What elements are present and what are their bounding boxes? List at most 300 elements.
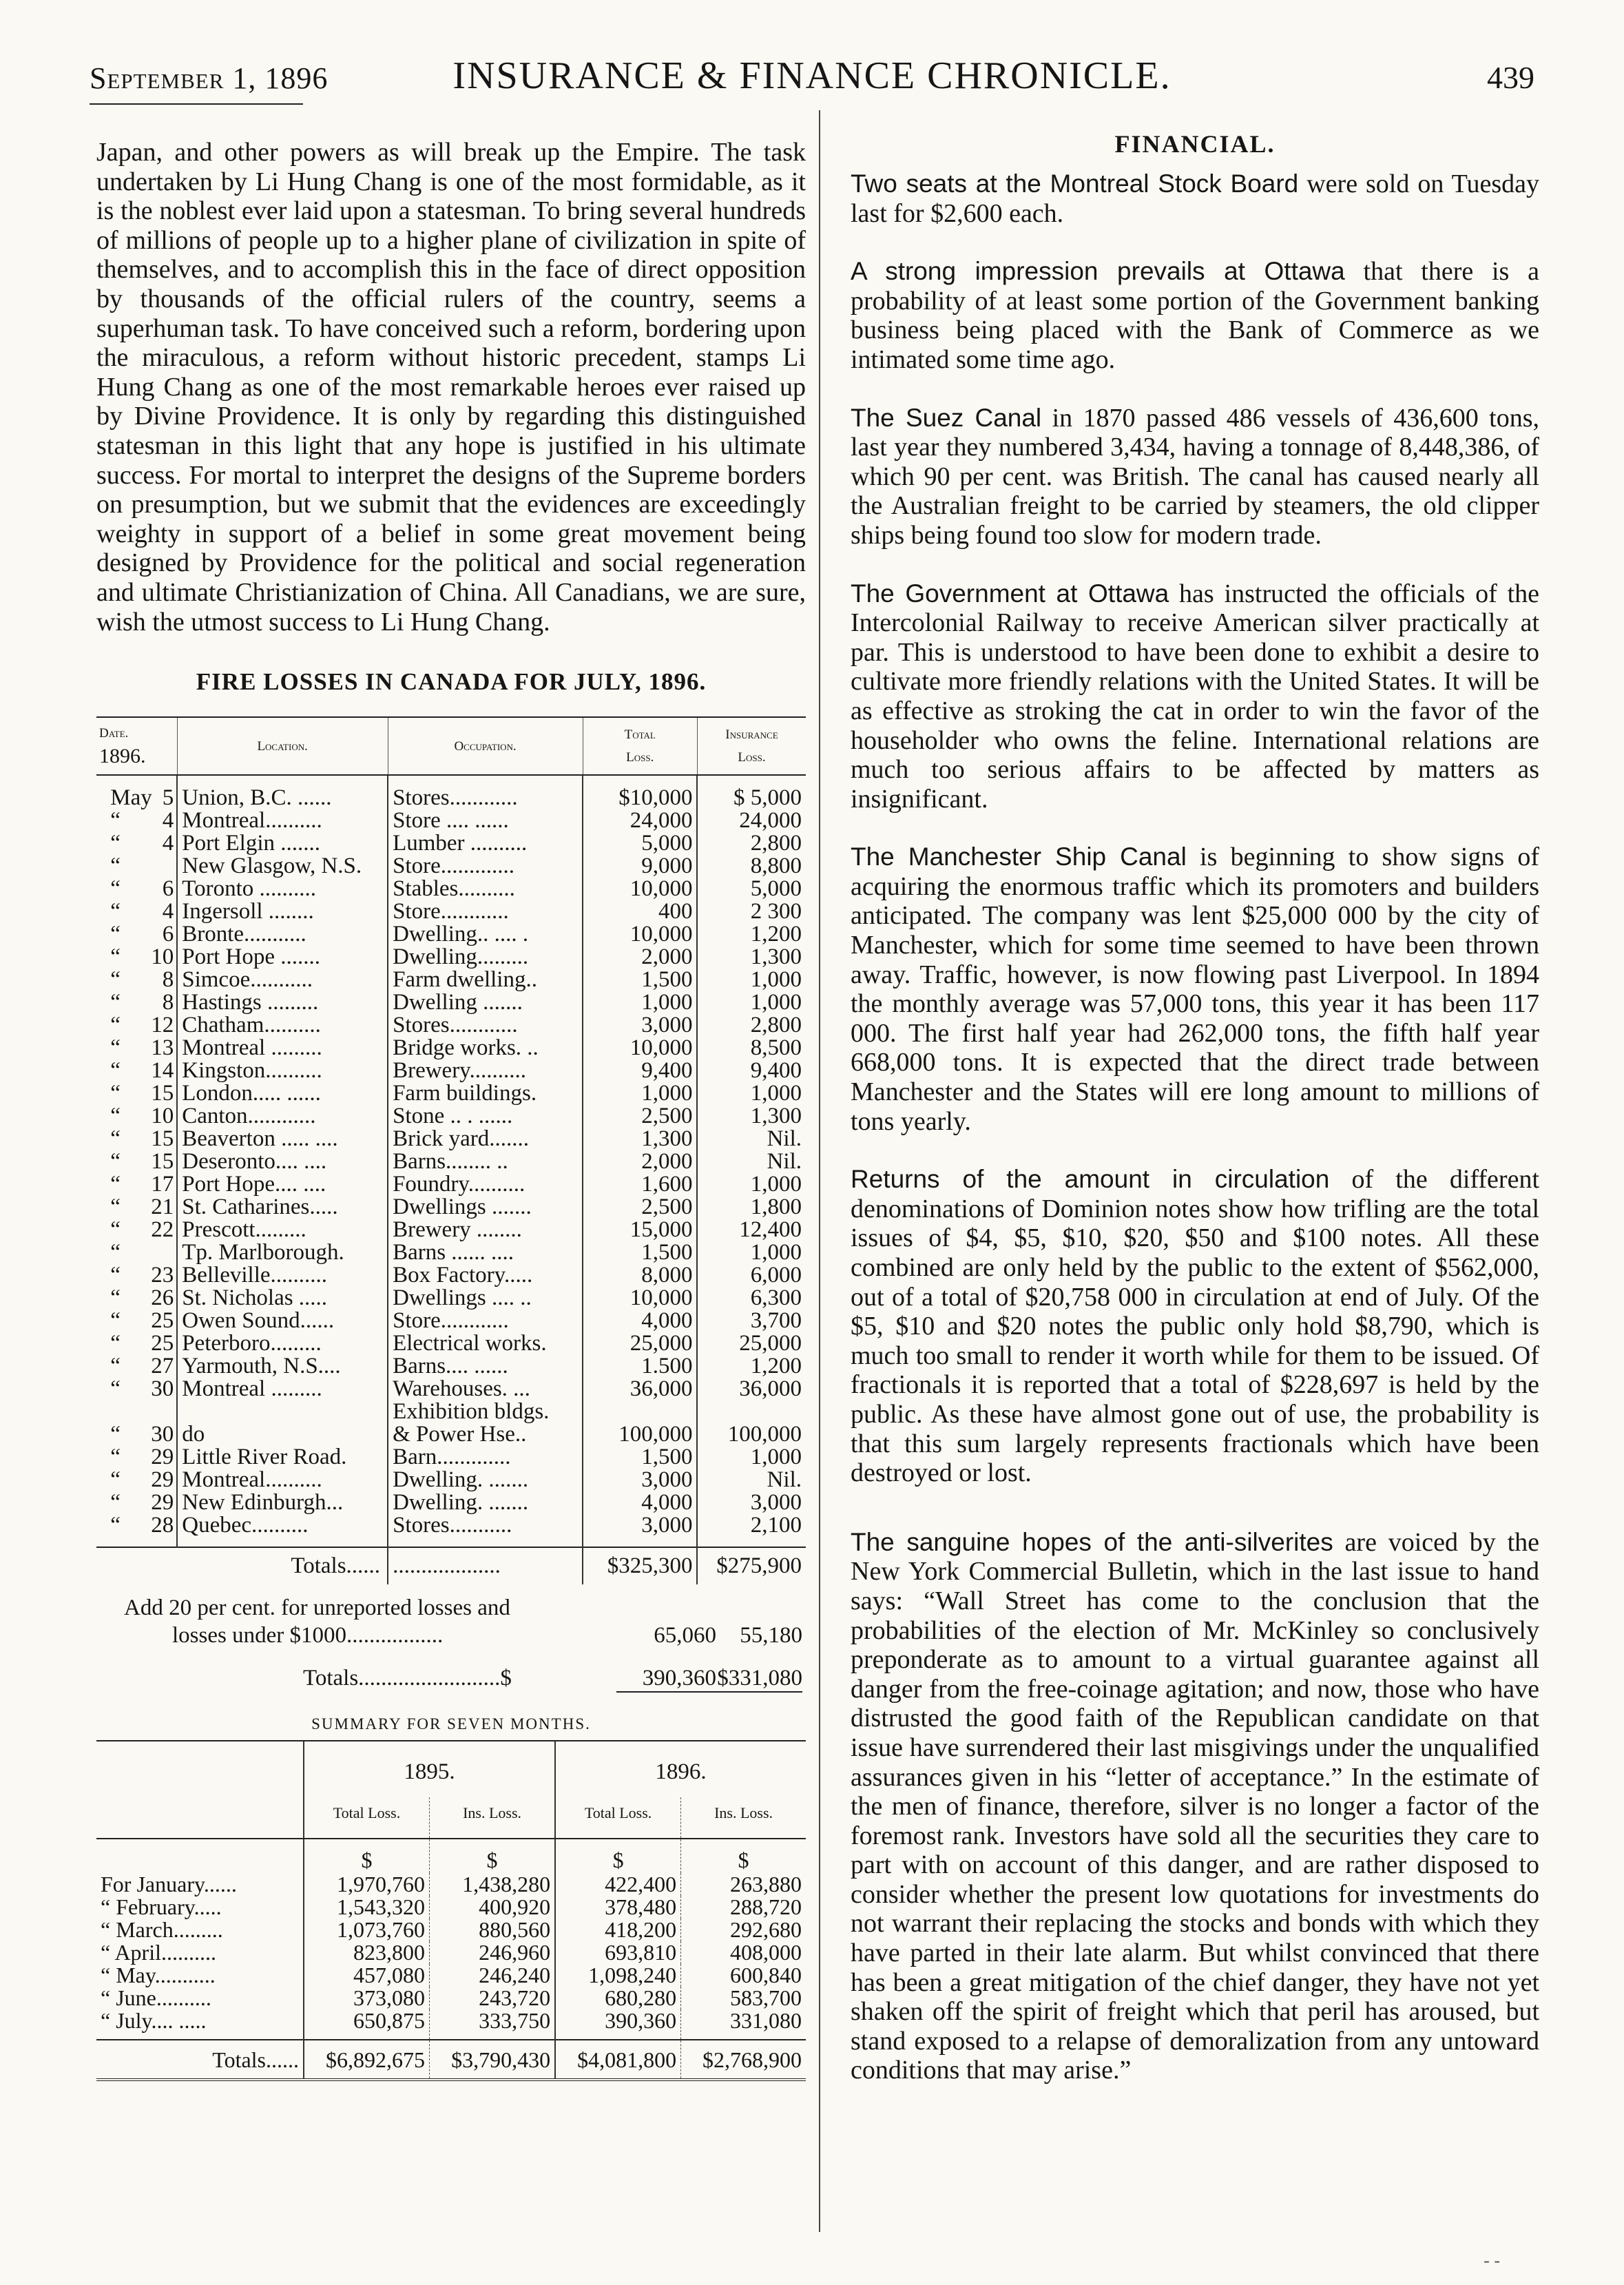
occupation-cell: Stone .. . ...... <box>388 1105 583 1128</box>
summary-month-row <box>96 1964 806 1987</box>
date-month: “ <box>110 1285 121 1311</box>
date-day: 8 <box>162 967 174 993</box>
column-divider <box>819 110 820 2232</box>
total-loss-cell: 25,000 <box>583 1332 697 1355</box>
summary-month-row <box>96 1873 806 1896</box>
fire-loss-row <box>96 1469 806 1491</box>
ins-1895-cell: 400,920 <box>430 1896 556 1919</box>
total-1895-cell: 1,970,760 <box>304 1873 430 1896</box>
ins-1895-cell: 246,960 <box>430 1941 556 1964</box>
location-cell: Tp. Marlborough. <box>177 1241 388 1264</box>
total-loss-cell: 36,000 <box>583 1378 697 1400</box>
location-cell: London..... ...... <box>177 1082 388 1105</box>
fire-loss-row <box>96 1059 806 1082</box>
date-cell <box>96 809 177 832</box>
ins-1895-cell: 333,750 <box>430 2009 556 2040</box>
financial-item-text: in 1870 passed 486 vessels of 436,600 tons, last year they numbered 3,434, having a tonnage of 8,448,386, of which 90 per cent. was British. The canal has caused nearly all the Australian freight to be carried by steamers, the old clipper ships being found too slow for modern trade. <box>851 403 1539 550</box>
occupation-cell: Farm buildings. <box>388 1082 583 1105</box>
month-label-cell: “ May........... <box>101 1963 216 1988</box>
ins-1896-cell: 600,840 <box>681 1964 806 1987</box>
date-cell <box>96 1378 177 1400</box>
summary-total-1896: $4,081,800 <box>555 2040 681 2080</box>
date-cell <box>96 1355 177 1378</box>
date-cell <box>96 1514 177 1547</box>
fire-loss-row <box>96 1378 806 1400</box>
occupation-cell: Brewery.......... <box>388 1059 583 1082</box>
total-loss-cell: 3,000 <box>583 1014 697 1037</box>
summary-total-1895: $6,892,675 <box>304 2040 430 2080</box>
insurance-loss-cell: 5,000 <box>697 878 806 900</box>
occupation-cell: Brick yard....... <box>388 1128 583 1150</box>
total-loss-cell: 1.500 <box>583 1355 697 1378</box>
occupation-cell: Foundry.......... <box>388 1173 583 1196</box>
date-cell <box>96 1014 177 1037</box>
journal-title: INSURANCE & FINANCE CHRONICLE. <box>452 54 1172 97</box>
total-loss-cell: 100,000 <box>583 1423 697 1446</box>
location-cell: Simcoe........... <box>177 969 388 991</box>
date-day: 25 <box>151 1308 174 1334</box>
fire-loss-row <box>96 878 806 900</box>
summary-table <box>96 1740 806 2081</box>
financial-item-text: are voiced by the New York Commercial Bulletin, which in the last issue to hand says: “Wall Street has come to the conclusion that the probabilities of the election of Mr. McKinley so conclusively preponderate as to amount to a virtual guarantee against all danger from the free-coinage agitation; and now, those who have distrusted the good faith of the Republican candidate on that issue have surrendered their last misgivings under the unqualified assurances given in his “letter of acceptance.” In the estimate of the men of finance, therefore, silver is no longer a factor of the foremost rank. Investors have sold all the securities they care to part with on account of this danger, and are rather disposed to consider whether the present low quotations for investments do not warrant their replacing the stocks and bonds with which they have parted in their late alarm. But whilst convinced that there has been a great mitigation of the chief danger, they have not yet shaken off the spirit of freight which that peril has aroused, but stand exposed to a relapse of demoralization from any untoward conditions that may arise.” <box>851 1527 1539 2085</box>
fire-loss-row <box>96 1241 806 1264</box>
date-month: “ <box>110 876 121 902</box>
date-cell <box>96 1196 177 1219</box>
right-column <box>851 124 1539 2114</box>
date-month: “ <box>110 1035 121 1061</box>
date-month: “ <box>110 1422 121 1447</box>
summary-title: SUMMARY FOR SEVEN MONTHS. <box>311 1715 591 1733</box>
location-cell: Prescott......... <box>177 1219 388 1241</box>
summary-subheader <box>96 1797 806 1839</box>
total-loss-cell: 1,600 <box>583 1173 697 1196</box>
financial-item <box>851 169 1539 228</box>
insurance-loss-cell: 1,800 <box>697 1196 806 1219</box>
location-cell: Montreal.......... <box>177 809 388 832</box>
h-ins-1895: Ins. Loss. <box>430 1797 556 1839</box>
issue-date: September 1, 1896 <box>90 61 329 95</box>
occupation-cell: & Power Hse.. <box>388 1423 583 1446</box>
grand-totals-label: Totals.........................$ <box>303 1666 512 1691</box>
date-day: 4 <box>162 808 174 834</box>
financial-item-text: is beginning to show signs of acquiring the enormous traffic which its promoters and builders anticipated. The company was lent $25,000 000 by the city of Manchester, which for some time seemed to have been thrown away. Traffic, however, is now flowing past Liverpool. In 1894 the monthly average was 57,000 tons, this year it has been 117 000. The first half year had 262,000 tons, the fifth half year 668,000 tons. It is expected that the direct trade between Manchester and the States will ere long amount to millions of tons yearly. <box>851 842 1540 1136</box>
footer-mark: - - <box>1484 2251 1500 2271</box>
summary-totals-label: Totals...... <box>96 2040 304 2080</box>
date-month: “ <box>110 1104 121 1129</box>
date-month: “ <box>110 1263 121 1288</box>
insurance-loss-cell: 12,400 <box>697 1219 806 1241</box>
insurance-loss-cell: 1,300 <box>697 1105 806 1128</box>
fire-losses-title: FIRE LOSSES IN CANADA FOR JULY, 1896. <box>196 668 707 696</box>
fire-loss-row <box>96 923 806 946</box>
location-cell: St. Nicholas ..... <box>177 1287 388 1310</box>
total-loss-cell: 1,000 <box>583 991 697 1014</box>
fire-loss-row <box>96 775 806 809</box>
ins-1896-cell: 288,720 <box>681 1896 806 1919</box>
date-day: 6 <box>162 876 174 902</box>
location-cell: Yarmouth, N.S.... <box>177 1355 388 1378</box>
occupation-cell: Box Factory..... <box>388 1264 583 1287</box>
financial-item-lead: Two seats at the Montreal Stock Board <box>851 169 1299 198</box>
total-1896-cell: 680,280 <box>555 1987 681 2009</box>
ins-1896-cell: 583,700 <box>681 1987 806 2009</box>
date-cell <box>96 1400 177 1423</box>
fire-loss-row <box>96 900 806 923</box>
financial-item-lead: Returns of the amount in circulation <box>851 1165 1330 1194</box>
date-cell <box>96 991 177 1014</box>
h-total-1896: Total Loss. <box>555 1797 681 1839</box>
ins-1895-cell: 246,240 <box>430 1964 556 1987</box>
insurance-loss-cell: 100,000 <box>697 1423 806 1446</box>
total-loss-cell: 10,000 <box>583 1287 697 1310</box>
ins-1895-cell: 1,438,280 <box>430 1873 556 1896</box>
fire-totals-row <box>96 1547 806 1584</box>
occupation-cell: Barns ...... .... <box>388 1241 583 1264</box>
location-cell: Owen Sound...... <box>177 1310 388 1332</box>
h-ins-1896: Ins. Loss. <box>681 1797 806 1839</box>
occupation-cell: Dwellings ....... <box>388 1196 583 1219</box>
financial-item-lead: The Suez Canal <box>851 403 1042 432</box>
date-cell <box>96 878 177 900</box>
total-loss-cell: $10,000 <box>583 775 697 809</box>
total-loss-cell: 3,000 <box>583 1514 697 1547</box>
date-day: 8 <box>162 990 174 1015</box>
location-cell: St. Catharines..... <box>177 1196 388 1219</box>
location-cell: Montreal ......... <box>177 1378 388 1400</box>
location-cell: Kingston.......... <box>177 1059 388 1082</box>
total-loss-cell: 400 <box>583 900 697 923</box>
total-1895-cell: 650,875 <box>304 2009 430 2040</box>
fire-loss-row <box>96 1423 806 1446</box>
date-cell <box>96 775 177 809</box>
location-cell: New Glasgow, N.S. <box>177 855 388 878</box>
location-cell: Union, B.C. ...... <box>177 775 388 809</box>
occupation-cell: Stables.......... <box>388 878 583 900</box>
col-occupation-header: Occupation. <box>388 717 583 775</box>
location-cell: Hastings ......... <box>177 991 388 1014</box>
occupation-cell: Dwelling ....... <box>388 991 583 1014</box>
insurance-loss-cell: 24,000 <box>697 809 806 832</box>
grand-totals-line <box>96 1662 806 1697</box>
occupation-cell: Dwelling.. .... . <box>388 923 583 946</box>
total-loss-cell: 1,300 <box>583 1128 697 1150</box>
occupation-cell: Farm dwelling.. <box>388 969 583 991</box>
date-cell <box>96 1150 177 1173</box>
summary-year-header <box>96 1741 806 1797</box>
occupation-cell: Barns........ .. <box>388 1150 583 1173</box>
fire-loss-row <box>96 1310 806 1332</box>
location-cell: Port Hope ....... <box>177 946 388 969</box>
financial-item <box>851 579 1539 814</box>
fire-loss-row <box>96 946 806 969</box>
fire-loss-row <box>96 1355 806 1378</box>
occupation-cell: Stores........... <box>388 1514 583 1547</box>
date-month: “ <box>110 1331 121 1356</box>
date-day: 13 <box>151 1035 174 1061</box>
ins-1895-cell: 880,560 <box>430 1919 556 1941</box>
location-cell: do <box>177 1423 388 1446</box>
location-cell: Beaverton ..... .... <box>177 1128 388 1150</box>
date-month: “ <box>110 899 121 924</box>
insurance-loss-cell: $ 5,000 <box>697 775 806 809</box>
insurance-loss-cell: 1,000 <box>697 1173 806 1196</box>
date-day: 30 <box>151 1376 174 1402</box>
insurance-loss-cell: 3,700 <box>697 1310 806 1332</box>
occupation-cell: Stores............ <box>388 1014 583 1037</box>
total-1896-cell: 418,200 <box>555 1919 681 1941</box>
insurance-loss-cell: 1,200 <box>697 923 806 946</box>
fire-loss-row <box>96 832 806 855</box>
date-day: 30 <box>151 1422 174 1447</box>
totals-insurance-loss: $275,900 <box>697 1547 806 1584</box>
total-1896-cell: 422,400 <box>555 1873 681 1896</box>
page-number: 439 <box>1487 60 1534 95</box>
total-1895-cell: 457,080 <box>304 1964 430 1987</box>
summary-totals-row <box>96 2040 806 2080</box>
date-month: “ <box>110 1240 121 1265</box>
date-day: 25 <box>151 1331 174 1356</box>
date-cell <box>96 946 177 969</box>
fire-loss-row <box>96 1264 806 1287</box>
date-month: May <box>110 785 152 811</box>
total-loss-cell: 4,000 <box>583 1491 697 1514</box>
header-rule <box>90 103 303 105</box>
insurance-loss-cell: 6,300 <box>697 1287 806 1310</box>
grand-total-loss: 390,360 <box>616 1666 716 1693</box>
fire-loss-row <box>96 1514 806 1547</box>
total-1895-cell: 373,080 <box>304 1987 430 2009</box>
fire-loss-row <box>96 1082 806 1105</box>
location-cell: Quebec.......... <box>177 1514 388 1547</box>
insurance-loss-cell: 1,000 <box>697 991 806 1014</box>
date-day: 21 <box>151 1195 174 1220</box>
date-day: 12 <box>151 1013 174 1038</box>
date-cell <box>96 1105 177 1128</box>
fire-loss-row <box>96 1014 806 1037</box>
dollar-sign: $ <box>555 1839 681 1873</box>
total-loss-cell: 1,000 <box>583 1082 697 1105</box>
insurance-loss-cell: 1,000 <box>697 1446 806 1469</box>
date-cell <box>96 1469 177 1491</box>
occupation-cell: Dwellings .... .. <box>388 1287 583 1310</box>
date-cell <box>96 855 177 878</box>
date-day: 27 <box>151 1354 174 1379</box>
fire-loss-row <box>96 1150 806 1173</box>
total-loss-cell: 2,000 <box>583 1150 697 1173</box>
date-month: “ <box>110 1195 121 1220</box>
date-day: 22 <box>151 1217 174 1243</box>
occupation-cell: Dwelling. ....... <box>388 1469 583 1491</box>
date-cell <box>96 923 177 946</box>
date-month: “ <box>110 854 121 879</box>
fire-loss-row <box>96 1128 806 1150</box>
date-day: 10 <box>151 1104 174 1129</box>
summary-month-row <box>96 1896 806 1919</box>
total-loss-cell: 24,000 <box>583 809 697 832</box>
date-month: “ <box>110 944 121 970</box>
location-cell: Montreal ......... <box>177 1037 388 1059</box>
dollar-sign: $ <box>430 1839 556 1873</box>
date-day: 29 <box>151 1467 174 1493</box>
location-cell: Ingersoll ........ <box>177 900 388 923</box>
location-cell: Canton............ <box>177 1105 388 1128</box>
date-month: “ <box>110 1490 121 1516</box>
date-cell <box>96 1332 177 1355</box>
fire-loss-row <box>96 809 806 832</box>
total-loss-cell: 4,000 <box>583 1310 697 1332</box>
grand-insurance-loss: $331,080 <box>713 1666 802 1693</box>
insurance-loss-cell: 36,000 <box>697 1378 806 1400</box>
occupation-cell: Store .... ...... <box>388 809 583 832</box>
fire-loss-row <box>96 1287 806 1310</box>
month-label-cell: For January...... <box>101 1872 237 1897</box>
date-month: “ <box>110 1445 121 1470</box>
month-label-cell: “ March......... <box>101 1917 223 1943</box>
insurance-loss-cell: 6,000 <box>697 1264 806 1287</box>
insurance-loss-cell: 8,500 <box>697 1037 806 1059</box>
summary-month-row <box>96 1941 806 1964</box>
occupation-cell: Bridge works. .. <box>388 1037 583 1059</box>
date-day: 28 <box>151 1513 174 1538</box>
fire-loss-row <box>96 1173 806 1196</box>
date-day: 5 <box>162 785 174 811</box>
date-cell <box>96 1423 177 1446</box>
insurance-loss-cell: 2 300 <box>697 900 806 923</box>
month-label-cell: “ April.......... <box>101 1940 216 1965</box>
fire-loss-row <box>96 1332 806 1355</box>
total-loss-cell: 2,500 <box>583 1196 697 1219</box>
financial-item-text: has instructed the officials of the Intercolonial Railway to receive American silver practically at par. This is understood to have been done to exhibit a desire to cultivate more friendly relations with the United States. It will be as effective as stroking the cat in order to win the favor of the householder who owns the feline. International relations are much too serious affairs to be affected by matters as insignificant. <box>851 579 1539 814</box>
date-month: “ <box>110 1217 121 1243</box>
insurance-loss-cell: 25,000 <box>697 1332 806 1355</box>
financial-item-lead: The Government at Ottawa <box>851 579 1169 608</box>
total-loss-cell: 2,500 <box>583 1105 697 1128</box>
occupation-cell: Store............ <box>388 900 583 923</box>
date-cell <box>96 1128 177 1150</box>
fire-loss-row <box>96 1491 806 1514</box>
location-cell: Montreal.......... <box>177 1469 388 1491</box>
total-loss-cell: 10,000 <box>583 878 697 900</box>
location-cell <box>177 1400 388 1423</box>
location-cell: New Edinburgh... <box>177 1491 388 1514</box>
insurance-loss-cell: Nil. <box>697 1469 806 1491</box>
unreported-text-1: Add 20 per cent. for unreported losses and <box>124 1595 510 1621</box>
date-month: “ <box>110 1513 121 1538</box>
totals-total-loss: $325,300 <box>583 1547 697 1584</box>
totals-dots: ................... <box>388 1547 583 1584</box>
occupation-cell: Store............. <box>388 855 583 878</box>
insurance-loss-cell: 8,800 <box>697 855 806 878</box>
date-month: “ <box>110 990 121 1015</box>
summary-month-row <box>96 1919 806 1941</box>
fire-loss-row <box>96 969 806 991</box>
date-day: 4 <box>162 831 174 856</box>
date-day: 29 <box>151 1490 174 1516</box>
ins-1896-cell: 263,880 <box>681 1873 806 1896</box>
fire-loss-row <box>96 1219 806 1241</box>
date-month: “ <box>110 808 121 834</box>
left-column <box>96 138 806 2081</box>
occupation-cell: Warehouses. ... <box>388 1378 583 1400</box>
occupation-cell: Barn............. <box>388 1446 583 1469</box>
total-1896-cell: 378,480 <box>555 1896 681 1919</box>
date-month: “ <box>110 1013 121 1038</box>
occupation-cell: Brewery ........ <box>388 1219 583 1241</box>
total-1895-cell: 1,543,320 <box>304 1896 430 1919</box>
insurance-loss-cell: 3,000 <box>697 1491 806 1514</box>
ins-1896-cell: 331,080 <box>681 2009 806 2040</box>
date-day: 15 <box>151 1149 174 1175</box>
col-location-header: Location. <box>177 717 388 775</box>
total-loss-cell: 5,000 <box>583 832 697 855</box>
ins-1895-cell: 243,720 <box>430 1987 556 2009</box>
date-cell <box>96 1491 177 1514</box>
date-day: 6 <box>162 922 174 947</box>
occupation-cell: Electrical works. <box>388 1332 583 1355</box>
date-month: “ <box>110 1467 121 1493</box>
date-day: 15 <box>151 1081 174 1106</box>
insurance-loss-cell: 1,200 <box>697 1355 806 1378</box>
date-cell <box>96 1264 177 1287</box>
insurance-loss-cell: 1,000 <box>697 1241 806 1264</box>
insurance-loss-cell: Nil. <box>697 1150 806 1173</box>
total-loss-cell: 9,400 <box>583 1059 697 1082</box>
date-month: “ <box>110 967 121 993</box>
month-label-cell: “ July.... ..... <box>101 2008 207 2034</box>
unreported-total: 65,060 <box>654 1623 716 1648</box>
date-cell <box>96 1173 177 1196</box>
dollar-sign: $ <box>681 1839 806 1873</box>
total-loss-cell: 10,000 <box>583 1037 697 1059</box>
total-1895-cell: 823,800 <box>304 1941 430 1964</box>
location-cell: Toronto .......... <box>177 878 388 900</box>
total-1896-cell: 390,360 <box>555 2009 681 2040</box>
month-label-cell: “ February..... <box>101 1894 222 1920</box>
summary-ins-1895: $3,790,430 <box>430 2040 556 2080</box>
financial-item-lead: The sanguine hopes of the anti-silverites <box>851 1527 1333 1556</box>
li-hung-chang-article: Japan, and other powers as will break up the Empire. The task undertaken by Li Hung Chang is one of the most formidable, as it is the noblest ever laid upon a statesman. To bring several hundreds of millions of people up to a higher plane of civilization in spite of themselves, and to accomplish this in the face of direct opposition by thousands of the official rulers of the country, seems a superhuman task. To have conceived such a reform, bordering upon the miraculous, a reform without historic precedent, stamps Li Hung Chang as one of the most remarkable heroes ever raised up by Divine Providence. It is only by regarding this distinguished statesman in this light that any hope is justified in his ultimate success. For mortal to interpret the designs of the Supreme borders on presumption, but we submit that the evidences are exceedingly weighty in support of a belief in some great movement being designed by Providence for the political and social regeneration and ultimate Christianization of China. All Canadians, we are sure, wish the utmost success to Li Hung Chang. <box>96 138 806 637</box>
location-cell: Bronte........... <box>177 923 388 946</box>
dollar-sign-row <box>96 1839 806 1873</box>
fire-loss-row <box>96 1105 806 1128</box>
unreported-insurance: 55,180 <box>740 1623 802 1648</box>
occupation-cell: Lumber .......... <box>388 832 583 855</box>
date-cell <box>96 832 177 855</box>
year-1896-header: 1896. <box>555 1741 806 1797</box>
total-1896-cell: 1,098,240 <box>555 1964 681 1987</box>
financial-item <box>851 257 1539 374</box>
financial-item <box>851 1165 1539 1488</box>
location-cell: Chatham.......... <box>177 1014 388 1037</box>
date-day: 29 <box>151 1445 174 1470</box>
occupation-cell: Dwelling. ....... <box>388 1491 583 1514</box>
location-cell: Port Elgin ....... <box>177 832 388 855</box>
occupation-cell: Stores............ <box>388 775 583 809</box>
financial-item-text: of the different denominations of Dominion notes show how trifling are the total issues of $4, $5, $10, $20, $50 and $100 notes. All these combined are only held by the public to the extent of $562,000, out of a total of $20,758 000 in circulation at end of July. Of the $5, $10 and $20 notes the public only hold $8,790, which is much too small to render it worth while for them to be issued. Of fractionals it is reported that a total of $228,697 is held by the public. As these have almost gone out of use, the probability is that this sum largely represents fractionals which have been destroyed or lost. <box>851 1165 1540 1488</box>
insurance-loss-cell: 2,800 <box>697 1014 806 1037</box>
date-day: 14 <box>151 1058 174 1084</box>
ins-1896-cell: 292,680 <box>681 1919 806 1941</box>
date-cell <box>96 1059 177 1082</box>
date-month: “ <box>110 922 121 947</box>
date-day: 4 <box>162 899 174 924</box>
occupation-cell: Dwelling......... <box>388 946 583 969</box>
occupation-cell: Exhibition bldgs. <box>388 1400 583 1423</box>
date-day: 23 <box>151 1263 174 1288</box>
date-cell <box>96 1241 177 1264</box>
date-month: “ <box>110 831 121 856</box>
date-month: “ <box>110 1308 121 1334</box>
